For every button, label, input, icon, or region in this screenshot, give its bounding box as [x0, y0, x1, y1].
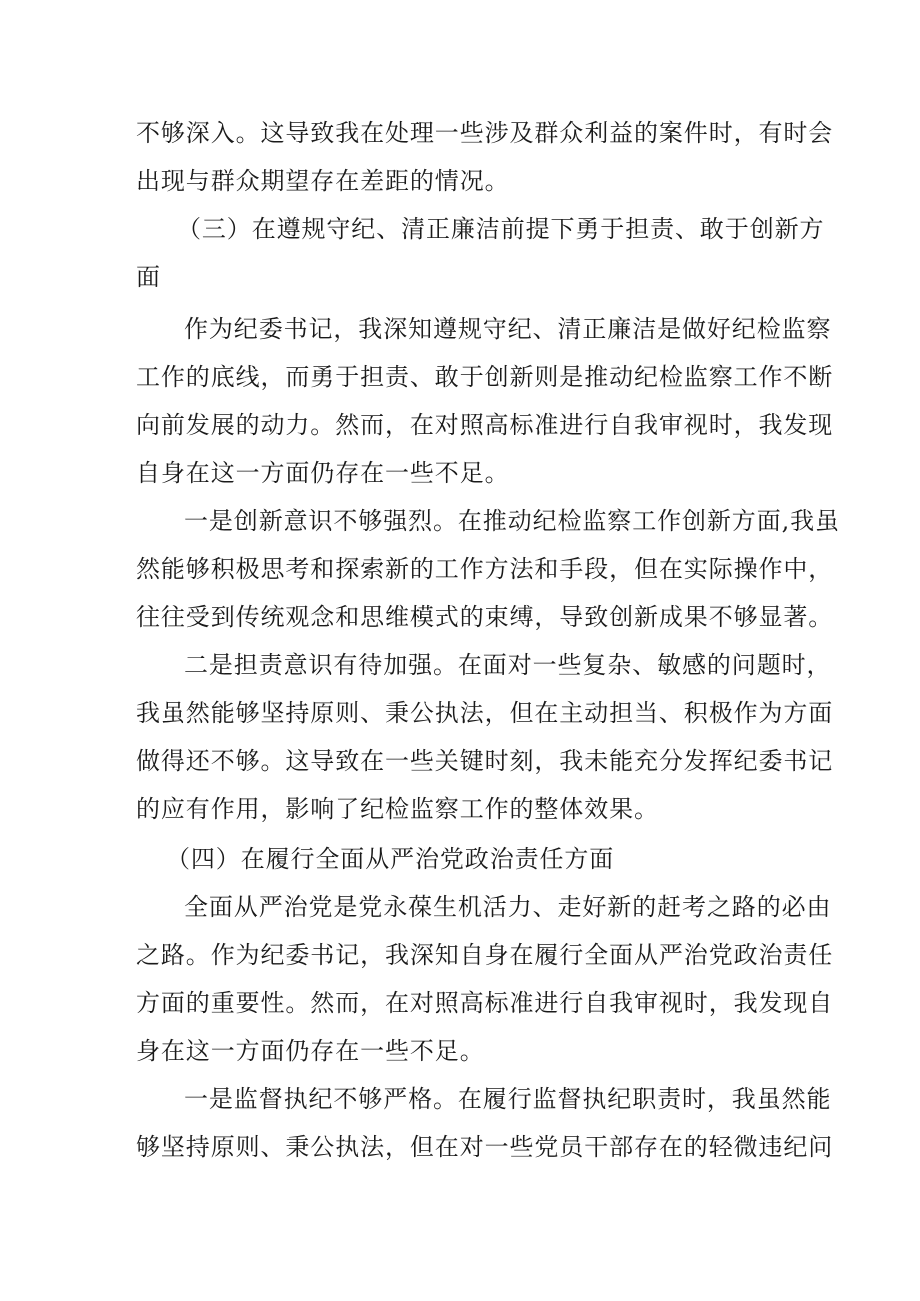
text-line: 作为纪委书记，我深知遵规守纪、清正廉洁是做好纪检监察	[184, 315, 832, 343]
text-line: 一是监督执纪不够严格。在履行监督执纪职责时，我虽然能	[184, 1085, 832, 1113]
text-line: 往往受到传统观念和思维模式的束缚，导致创新成果不够显著。	[136, 603, 834, 631]
text-line: 二是担责意识有待加强。在面对一些复杂、敏感的问题时，	[184, 651, 832, 679]
text-line: 做得还不够。这导致在一些关键时刻，我未能充分发挥纪委书记	[136, 747, 834, 775]
text-line: 的应有作用，影响了纪检监察工作的整体效果。	[136, 795, 659, 823]
section-heading: （四）在履行全面从严治党政治责任方面	[166, 845, 615, 873]
text-line: 出现与群众期望存在差距的情况。	[136, 167, 510, 195]
section-heading: 面	[136, 263, 161, 291]
section-heading: （三）在遵规守纪、清正廉洁前提下勇于担责、敢于创新方	[177, 215, 825, 243]
text-line: 一是创新意识不够强烈。在推动纪检监察工作创新方面,我虽	[184, 507, 840, 535]
text-line: 我虽然能够坚持原则、秉公执法，但在主动担当、积极作为方面	[136, 699, 834, 727]
text-line: 工作的底线，而勇于担责、敢于创新则是推动纪检监察工作不断	[136, 363, 834, 391]
text-line: 之路。作为纪委书记，我深知自身在履行全面从严治党政治责任	[136, 941, 834, 969]
text-line: 然能够积极思考和探索新的工作方法和手段，但在实际操作中，	[136, 555, 834, 583]
text-line: 不够深入。这导致我在处理一些涉及群众利益的案件时，有时会	[136, 119, 834, 147]
text-line: 身在这一方面仍存在一些不足。	[136, 1037, 485, 1065]
text-line: 方面的重要性。然而，在对照高标准进行自我审视时，我发现自	[136, 989, 834, 1017]
text-line: 全面从严治党是党永葆生机活力、走好新的赶考之路的必由	[184, 893, 832, 921]
text-line: 自身在这一方面仍存在一些不足。	[136, 459, 510, 487]
text-line: 够坚持原则、秉公执法，但在对一些党员干部存在的轻微违纪问	[136, 1133, 834, 1161]
text-line: 向前发展的动力。然而，在对照高标准进行自我审视时，我发现	[136, 411, 834, 439]
